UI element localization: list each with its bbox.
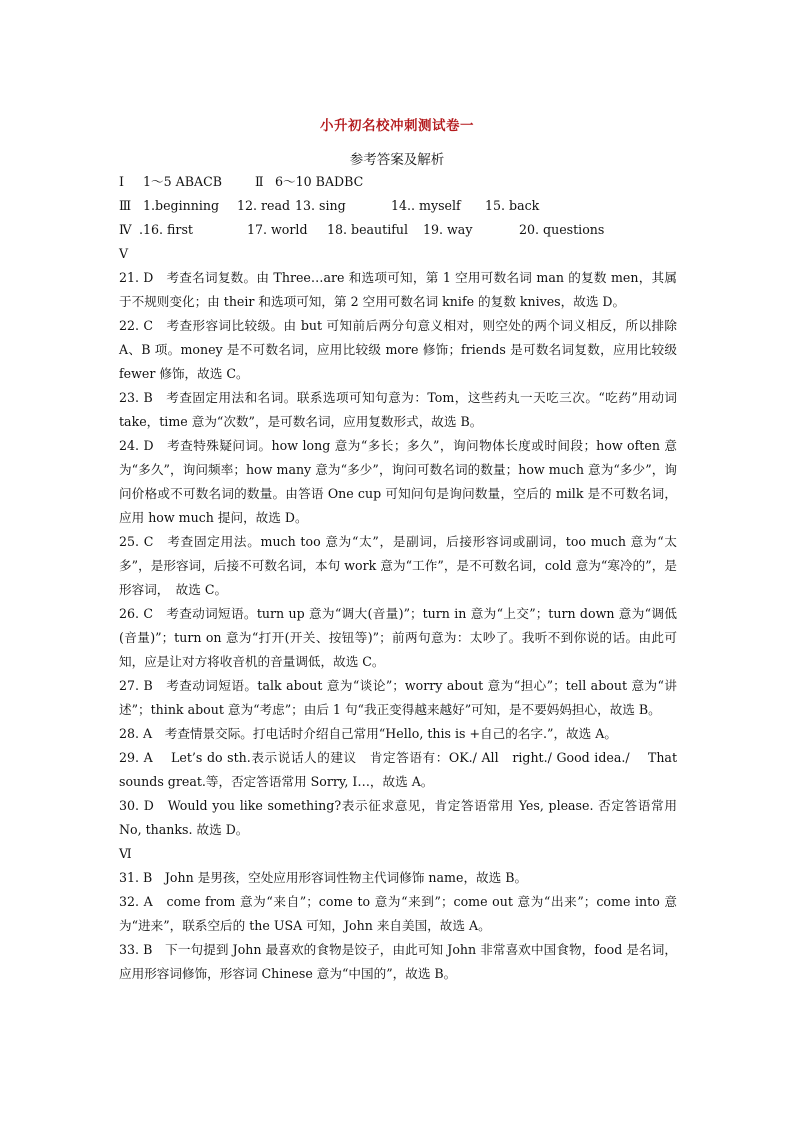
answer-item: 12. read: [237, 198, 291, 213]
section-heading-vi: Ⅵ: [119, 846, 132, 861]
answers-row-3: [119, 218, 677, 242]
answer-item: .16. first: [139, 222, 193, 237]
answer-explanation: 26. C 考查动词短语。turn up 意为“调大(音量)”；turn in 意为“上交”；turn down 意为“调低(音量)”；turn on 意为“打开(开关、按钮等)”；前两句意为：太吵了。我听不到你说的话。由此可知，应是让对方将收音机的音量调低，故选 C。: [119, 606, 677, 669]
answer-explanation: 22. C 考查形容词比较级。由 but 可知前后两分句意义相对，则空处的两个词义相反，所以排除 A、B 项。money 是不可数名词，应用比较级 more 修饰；friends 是可数名词复数，应用比较级 fewer 修饰，故选 C。: [119, 318, 677, 381]
answer-explanation: 23. B 考查固定用法和名词。联系选项可知句意为：Tom，这些药丸一天吃三次。“吃药”用动词 take，time 意为“次数”，是可数名词，应用复数形式，故选 B。: [119, 390, 677, 429]
section-heading-v: Ⅴ: [119, 246, 129, 261]
section-numeral: Ⅲ: [119, 198, 132, 213]
answer-item: 1.beginning: [143, 198, 220, 213]
answer-explanation: 28. A 考查情景交际。打电话时介绍自己常用“Hello, this is +自己的名字.”，故选 A。: [119, 726, 617, 741]
section-numeral: Ⅰ: [119, 174, 124, 189]
answer-item: 17. world: [247, 222, 308, 237]
answers-row-2: [119, 194, 677, 218]
answer-range: 6～10 BADBC: [275, 174, 364, 189]
answer-explanation: 29. A Let’s do sth.表示说话人的建议 肯定答语有：OK./ All right./ Good idea./ That sounds great.等，否定答语常用 Sorry, I…，故选 A。: [119, 750, 677, 789]
answer-explanation: 33. B 下一句提到 John 最喜欢的食物是饺子，由此可知 John 非常喜欢中国食物，food 是名词，应用形容词修饰，形容词 Chinese 意为“中国的”，故选 B。: [119, 942, 677, 981]
page-title: 小升初名校冲刺测试卷一: [320, 118, 474, 134]
answer-item: 18. beautiful: [327, 222, 409, 237]
answer-item: 20. questions: [519, 222, 605, 237]
answer-explanation: 24. D 考查特殊疑问词。how long 意为“多长；多久”，询问物体长度或时间段；how often 意为“多久”，询问频率；how many 意为“多少”，询问可数名词的数量；how much 意为“多少”，询问价格或不可数名词的数量。由答语 One cup 可知问句是询问数量，空后的 milk 是不可数名词，应用 how much 提问，故选 D。: [119, 438, 677, 525]
answer-item: 13. sing: [295, 198, 346, 213]
section-numeral: Ⅱ: [255, 174, 264, 189]
section-numeral: Ⅳ: [119, 222, 132, 237]
answer-explanation: 32. A come from 意为“来自”；come to 意为“来到”；come out 意为“出来”；come into 意为“进来”，联系空后的 the USA 可知，John 来自美国，故选 A。: [119, 894, 677, 933]
answer-item: 15. back: [485, 198, 540, 213]
answer-range: 1～5 ABACB: [143, 174, 222, 189]
answer-explanation: 25. C 考查固定用法。much too 意为“太”，是副词，后接形容词或副词，too much 意为“太多”，是形容词，后接不可数名词，本句 work 意为“工作”，是不可数名词，cold 意为“寒冷的”，是形容词， 故选 C。: [119, 534, 677, 597]
answers-row-1: [119, 170, 677, 194]
answer-explanation: 21. D 考查名词复数。由 Three…are 和选项可知，第 1 空用可数名词 man 的复数 men，其属于不规则变化；由 their 和选项可知，第 2 空用可数名词 knife 的复数 knives，故选 D。: [119, 270, 677, 309]
page-subtitle: 参考答案及解析: [349, 152, 445, 168]
answer-explanation: 31. B John 是男孩，空处应用形容词性物主代词修饰 name，故选 B。: [119, 870, 528, 885]
answer-item: 14.. myself: [391, 198, 461, 213]
answer-explanation: 30. D Would you like something?表示征求意见，肯定答语常用 Yes, please. 否定答语常用 No, thanks. 故选 D。: [119, 798, 677, 837]
answer-explanation: 27. B 考查动词短语。talk about 意为“谈论”；worry about 意为“担心”；tell about 意为“讲述”；think about 意为“考虑”；由后 1 句“我正变得越来越好”可知，是不要妈妈担心，故选 B。: [119, 678, 677, 717]
answer-body: [119, 170, 677, 986]
answer-item: 19. way: [423, 222, 473, 237]
